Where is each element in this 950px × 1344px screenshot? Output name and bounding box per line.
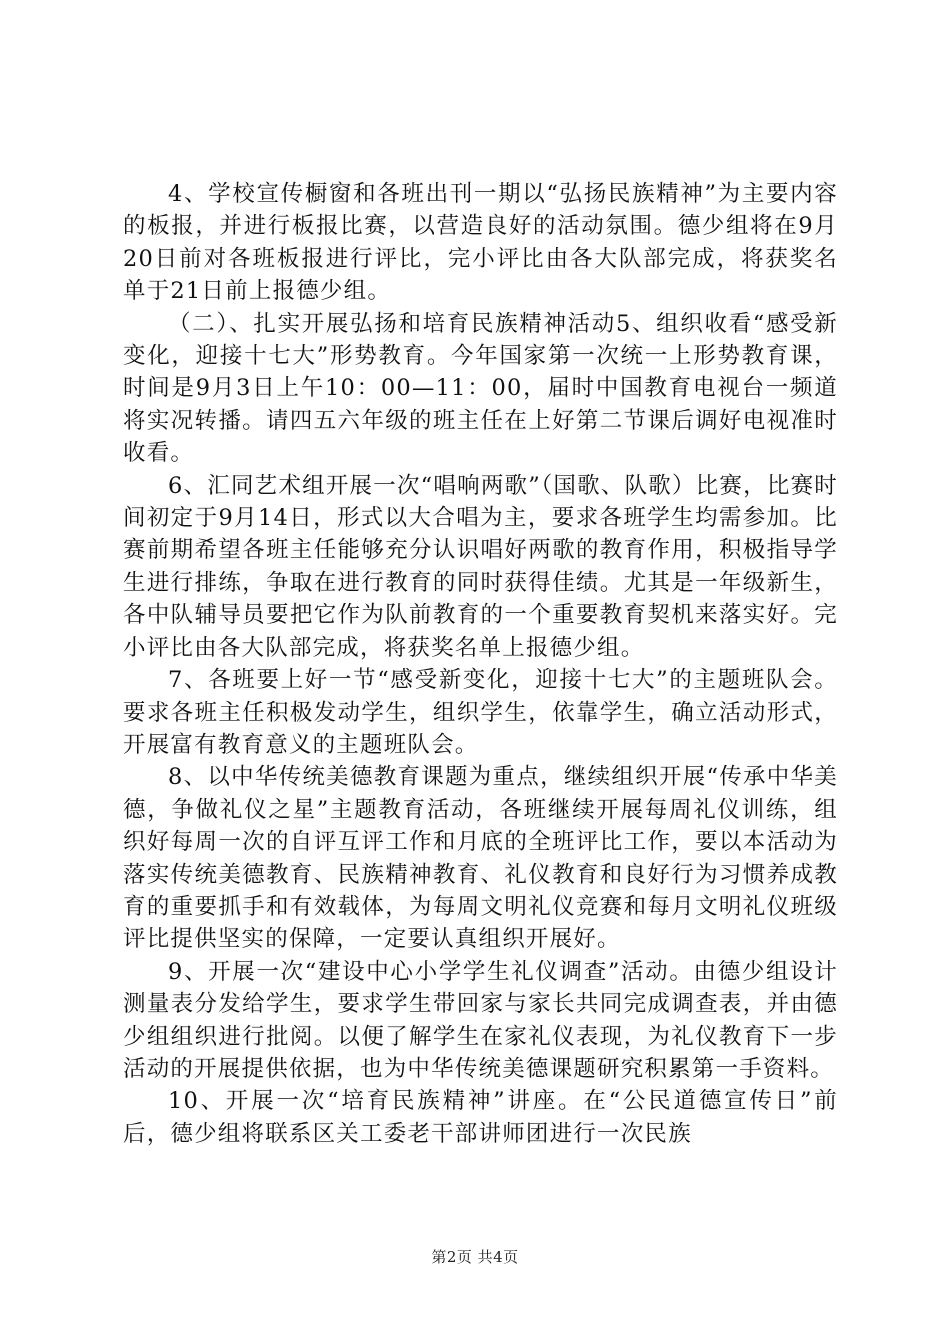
paragraph-item-7: 7、各班要上好一节“感受新变化，迎接十七大”的主题班队会。要求各班主任积极发动学生，组织学生，依靠学生，确立活动形式，开展富有教育意义的主题班队会。 bbox=[123, 667, 838, 758]
paragraph-item-4: 4、学校宣传橱窗和各班出刊一期以“弘扬民族精神”为主要内容的板报，并进行板报比赛，以营造良好的活动氛围。德少组将在9月20日前对各班板报进行评比，完小评比由各大队部完成，将获奖名单于21日前上报德少组。 bbox=[123, 181, 838, 305]
paragraph-item-10: 10、开展一次“培育民族精神”讲座。在“公民道德宣传日”前后，德少组将联系区关工委老干部讲师团进行一次民族 bbox=[123, 1088, 838, 1147]
paragraph-item-9: 9、开展一次“建设中心小学学生礼仪调查”活动。由德少组设计测量表分发给学生，要求学生带回家与家长共同完成调查表，并由德少组组织进行批阅。以便了解学生在家礼仪表现，为礼仪教育下一步活动的开展提供依据，也为中华传统美德课题研究积累第一手资料。 bbox=[123, 958, 838, 1082]
document-body bbox=[123, 178, 838, 1150]
page-number-footer: 第2页 共4页 bbox=[431, 1248, 519, 1266]
paragraph-section-2-item-5: （二）、扎实开展弘扬和培育民族精神活动5、组织收看“感受新变化，迎接十七大”形势教育。今年国家第一次统一上形势教育课，时间是9月3日上午10：00—11：00，届时中国教育电视台一频道将实况转播。请四五六年级的班主任在上好第二节课后调好电视准时收看。 bbox=[123, 310, 838, 467]
paragraph-item-8: 8、以中华传统美德教育课题为重点，继续组织开展“传承中华美德，争做礼仪之星”主题教育活动，各班继续开展每周礼仪训练，组织好每周一次的自评互评工作和月底的全班评比工作，要以本活动为落实传统美德教育、民族精神教育、礼仪教育和良好行为习惯养成教育的重要抓手和有效载体，为每周文明礼仪竞赛和每月文明礼仪班级评比提供坚实的保障，一定要认真组织开展好。 bbox=[123, 764, 838, 953]
paragraph-item-6: 6、汇同艺术组开展一次“唱响两歌”（国歌、队歌）比赛，比赛时间初定于9月14日，形式以大合唱为主，要求各班学生均需参加。比赛前期希望各班主任能够充分认识唱好两歌的教育作用，积极指导学生进行排练，争取在进行教育的同时获得佳绩。尤其是一年级新生，各中队辅导员要把它作为队前教育的一个重要教育契机来落实好。完小评比由各大队部完成，将获奖名单上报德少组。 bbox=[123, 472, 838, 661]
